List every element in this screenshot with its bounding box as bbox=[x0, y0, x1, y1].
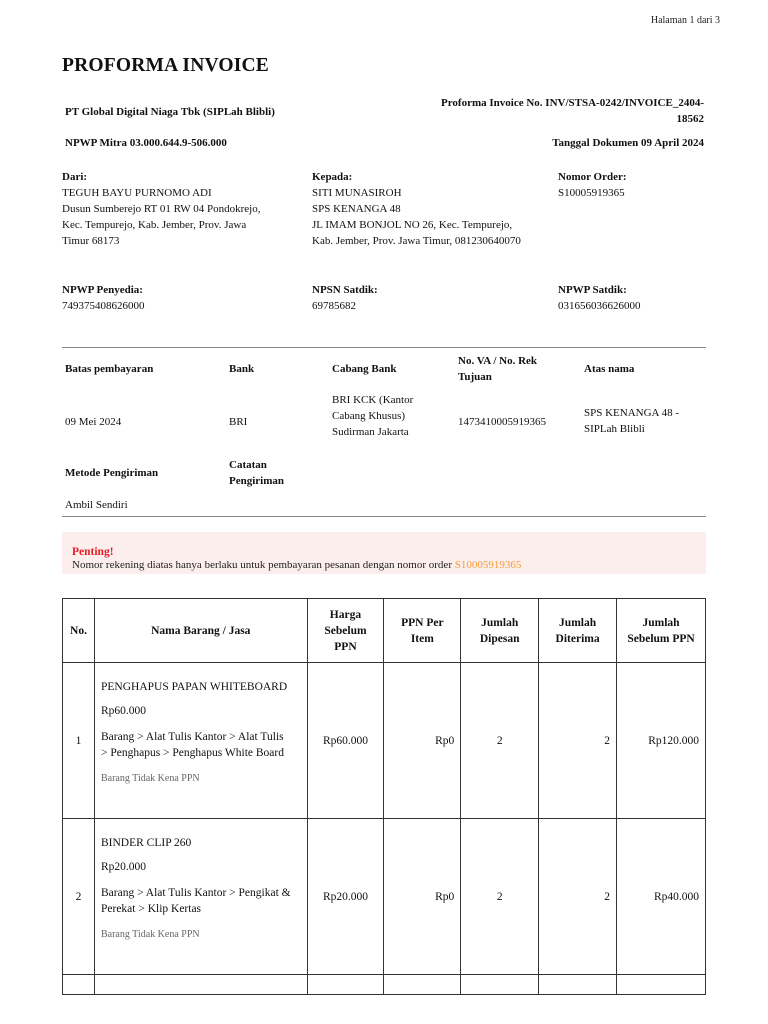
notice-message bbox=[72, 559, 521, 571]
notice-text: Nomor rekening diatas hanya berlaku untuk pembayaran pesanan dengan nomor order bbox=[72, 559, 455, 571]
important-notice bbox=[62, 532, 706, 574]
header-branch: Cabang Bank bbox=[332, 363, 397, 375]
npwp-penyedia-value: 749375408626000 bbox=[62, 300, 145, 312]
header-shipping-note-line1: Catatan bbox=[229, 459, 267, 471]
order-number: S10005919365 bbox=[558, 187, 625, 199]
sender-name: TEGUH BAYU PURNOMO ADI bbox=[62, 187, 212, 199]
page-number: Halaman 1 dari 3 bbox=[650, 15, 720, 26]
seller-name: PT Global Digital Niaga Tbk (SIPLah Blibli) bbox=[65, 106, 275, 118]
shipping-method: Ambil Sendiri bbox=[65, 499, 128, 511]
bank-branch-line2: Cabang Khusus) bbox=[332, 410, 406, 422]
npsn-satdik-label: NPSN Satdik: bbox=[312, 284, 378, 296]
col-header-subtotal: Jumlah Sebelum PPN bbox=[617, 599, 706, 663]
col-header-ppn: PPN Per Item bbox=[384, 599, 461, 663]
row-description bbox=[94, 819, 307, 975]
document-date: Tanggal Dokumen 09 April 2024 bbox=[552, 137, 704, 149]
recipient-block bbox=[312, 169, 552, 249]
bank-branch-line3: Sudirman Jakarta bbox=[332, 426, 409, 438]
npwp-penyedia-label: NPWP Penyedia: bbox=[62, 284, 143, 296]
recipient-name: SITI MUNASIROH bbox=[312, 187, 402, 199]
recipient-address-1: SPS KENANGA 48 bbox=[312, 203, 401, 215]
item-unit-price: Rp20.000 bbox=[100, 861, 147, 873]
header-shipping-note-line2: Pengiriman bbox=[229, 475, 284, 487]
recipient-label: Kepada: bbox=[312, 171, 353, 183]
npwp-penyedia bbox=[62, 282, 145, 314]
header-shipping-note bbox=[229, 457, 284, 489]
invoice-number-line1: Proforma Invoice No. INV/STSA-0242/INVOICE_2404- bbox=[441, 97, 704, 109]
recipient-address-2: JL IMAM BONJOL NO 26, Kec. Tempurejo, bbox=[312, 219, 513, 231]
header-shipping-method: Metode Pengiriman bbox=[65, 467, 159, 479]
item-unit-price: Rp60.000 bbox=[100, 705, 147, 717]
row-subtotal: Rp120.000 bbox=[617, 663, 706, 819]
item-tax-note: Barang Tidak Kena PPN bbox=[100, 929, 200, 940]
col-header-name: Nama Barang / Jasa bbox=[94, 599, 307, 663]
invoice-number-line2: 18562 bbox=[676, 113, 704, 125]
notice-title: Penting! bbox=[72, 546, 114, 558]
order-label: Nomor Order: bbox=[558, 171, 627, 183]
row-ppn: Rp0 bbox=[384, 819, 461, 975]
col-header-price: Harga Sebelum PPN bbox=[307, 599, 384, 663]
items-table bbox=[62, 598, 706, 995]
item-name: BINDER CLIP 260 bbox=[100, 837, 192, 849]
item-category: Barang > Alat Tulis Kantor > Pengikat & Perekat > Klip Kertas bbox=[100, 887, 291, 915]
row-no: 2 bbox=[63, 819, 95, 975]
row-ordered: 2 bbox=[461, 663, 539, 819]
header-bank: Bank bbox=[229, 363, 255, 375]
row-ppn: Rp0 bbox=[384, 663, 461, 819]
row-received: 2 bbox=[539, 819, 617, 975]
row-price: Rp20.000 bbox=[307, 819, 384, 975]
row-received: 2 bbox=[539, 663, 617, 819]
bank-branch bbox=[332, 392, 413, 440]
account-holder-line2: SIPLah Blibli bbox=[584, 423, 645, 435]
header-va-line2: Tujuan bbox=[458, 371, 492, 383]
item-tax-note: Barang Tidak Kena PPN bbox=[100, 773, 200, 784]
sender-label: Dari: bbox=[62, 171, 88, 183]
table-row bbox=[63, 819, 706, 975]
npwp-mitra: NPWP Mitra 03.000.644.9-506.000 bbox=[65, 137, 227, 149]
divider-top bbox=[62, 347, 706, 348]
divider-bottom bbox=[62, 516, 706, 517]
table-row bbox=[63, 663, 706, 819]
header-va-line1: No. VA / No. Rek bbox=[458, 355, 538, 367]
account-holder-line1: SPS KENANGA 48 - bbox=[584, 407, 680, 419]
va-number: 1473410005919365 bbox=[458, 416, 546, 428]
table-row-continued bbox=[63, 975, 706, 995]
header-va bbox=[458, 353, 537, 385]
npwp-satdik bbox=[558, 282, 641, 314]
npsn-satdik bbox=[312, 282, 378, 314]
npwp-satdik-value: 031656036626000 bbox=[558, 300, 641, 312]
row-ordered: 2 bbox=[461, 819, 539, 975]
col-header-received: Jumlah Diterima bbox=[539, 599, 617, 663]
notice-order-number: S10005919365 bbox=[454, 559, 522, 571]
col-header-no: No. bbox=[63, 599, 95, 663]
document-title: PROFORMA INVOICE bbox=[62, 55, 270, 76]
header-due-date: Batas pembayaran bbox=[65, 363, 154, 375]
account-holder bbox=[584, 405, 679, 437]
invoice-number bbox=[374, 95, 704, 127]
row-no: 1 bbox=[63, 663, 95, 819]
bank-branch-line1: BRI KCK (Kantor bbox=[332, 394, 414, 406]
sender-block bbox=[62, 169, 302, 249]
order-block bbox=[558, 169, 708, 201]
due-date: 09 Mei 2024 bbox=[65, 416, 122, 428]
item-name: PENGHAPUS PAPAN WHITEBOARD bbox=[100, 681, 288, 693]
npwp-satdik-label: NPWP Satdik: bbox=[558, 284, 627, 296]
items-header-row bbox=[63, 599, 706, 663]
row-description bbox=[94, 663, 307, 819]
bank-name: BRI bbox=[229, 416, 248, 428]
recipient-address-3: Kab. Jember, Prov. Jawa Timur, 081230640070 bbox=[312, 235, 521, 247]
col-header-ordered: Jumlah Dipesan bbox=[461, 599, 539, 663]
npsn-satdik-value: 69785682 bbox=[312, 300, 356, 312]
sender-address-2: Kec. Tempurejo, Kab. Jember, Prov. Jawa bbox=[62, 219, 247, 231]
header-holder: Atas nama bbox=[584, 363, 635, 375]
row-price: Rp60.000 bbox=[307, 663, 384, 819]
sender-address-3: Timur 68173 bbox=[62, 235, 120, 247]
row-subtotal: Rp40.000 bbox=[617, 819, 706, 975]
sender-address-1: Dusun Sumberejo RT 01 RW 04 Pondokrejo, bbox=[62, 203, 261, 215]
item-category: Barang > Alat Tulis Kantor > Alat Tulis > Penghapus > Penghapus White Board bbox=[100, 731, 284, 759]
